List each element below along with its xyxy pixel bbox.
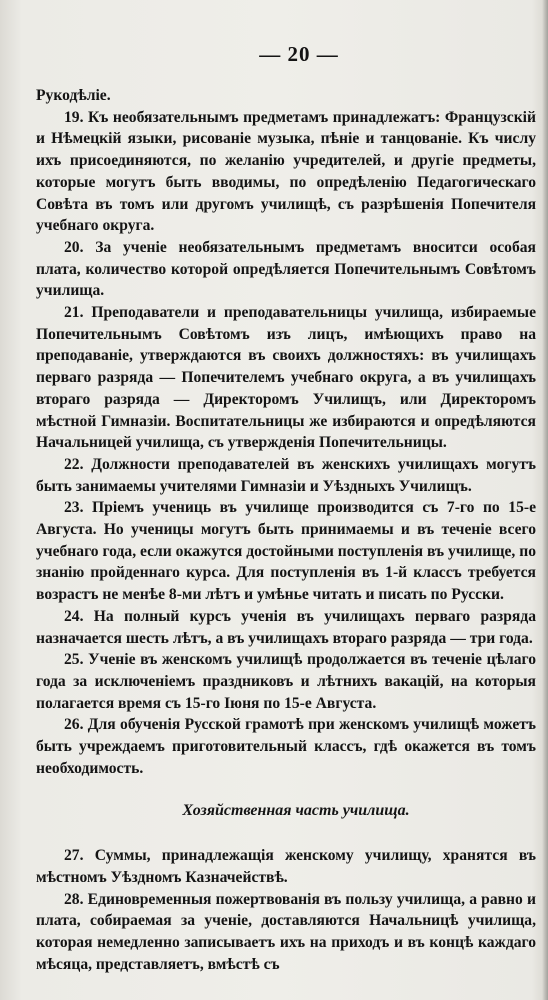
paragraph-continuation: Рукодѣліе. xyxy=(36,87,111,104)
paragraph-23: 23. Пріемъ учениць въ училище производится съ 7-го по 15-е Августа. Но ученицы могутъ быть принимаемы и въ теченіе всего учебнаго года, если окажутся достойными поступленія въ училище, по знанію пройденнаго курса. Для поступленія въ 1-й классъ требуется возрастъ не менѣе 8-ми лѣтъ и умѣнье читать и писать по Русски. xyxy=(36,499,536,604)
paragraph-28: 28. Единовременныя пожертвованія въ пользу училища, а равно и плата, собираемая за ученіе, доставляются Начальницѣ училища, которая немедленно записываетъ ихъ на приходъ и въ концѣ каждаго мѣсяца, представляетъ, вмѣстѣ съ xyxy=(36,890,536,973)
paragraph-26: 26. Для обученія Русской грамотѣ при женскомъ училищѣ можетъ быть учреждаемъ приготовительный классъ, гдѣ окажется въ томъ необходимость. xyxy=(36,716,536,777)
page-spine-shadow xyxy=(542,0,548,1000)
paragraph-19: 19. Къ необязательнымъ предметамъ принадлежатъ: Французскій и Нѣмецкій языки, рисованіе музыка, пѣніе и танцованіе. Къ числу ихъ присоединяются, по желанію учредителей, и другіе предметы, которые могутъ быть вводимы, по опредѣленію Педагогическаго Совѣта въ томъ или другомъ училищѣ, съ разрѣшенія Попечителя учебнаго округа. xyxy=(36,108,536,235)
paragraph-20: 20. За ученіе необязательнымъ предметамъ вноситси особая плата, количество которой опредѣляется Попечительнымъ Совѣтомъ училища. xyxy=(36,238,536,300)
paragraph-21: 21. Преподаватели и преподавательницы училища, избираемые Попечительнымъ Совѣтомъ изъ лицъ, имѣющихъ право на преподаваніе, утверждаются въ своихъ должностяхъ: въ училищахъ перваго разряда — Попечителемъ учебнаго округа, а въ училищахъ втораго разряда — Директоромъ Училищъ, или Директоромъ мѣстной Гимназіи. Воспитательницы же избираются и опредѣляются Начальницей училища, съ утвержденія Попечительницы. xyxy=(36,304,536,452)
paragraph-25: 25. Ученіе въ женскомъ училищѣ продолжается въ теченіе цѣлаго года за исключеніемъ праздниковъ и лѣтнихъ вакацій, на которыя полагается время съ 15-го Іюня по 15-е Августа. xyxy=(36,651,536,712)
body-text xyxy=(36,85,536,975)
page-number: — 20 — xyxy=(259,42,339,66)
paragraph-27: 27. Суммы, принадлежащія женскому училищу, хранятся въ мѣстномъ Уѣздномъ Казначействѣ. xyxy=(36,847,536,886)
paragraph-22: 22. Должности преподавателей въ женскихъ училищахъ могутъ быть занимаемы учителями Гимназіи и Уѣздныхъ Училищъ. xyxy=(36,455,536,495)
paragraph-24: 24. На полный курсъ ученія въ училищахъ перваго разряда назначается шесть лѣтъ, а въ училищахъ втораго разряда — три года. xyxy=(36,607,536,647)
section-heading: Хозяйственная часть училища. xyxy=(182,801,410,819)
